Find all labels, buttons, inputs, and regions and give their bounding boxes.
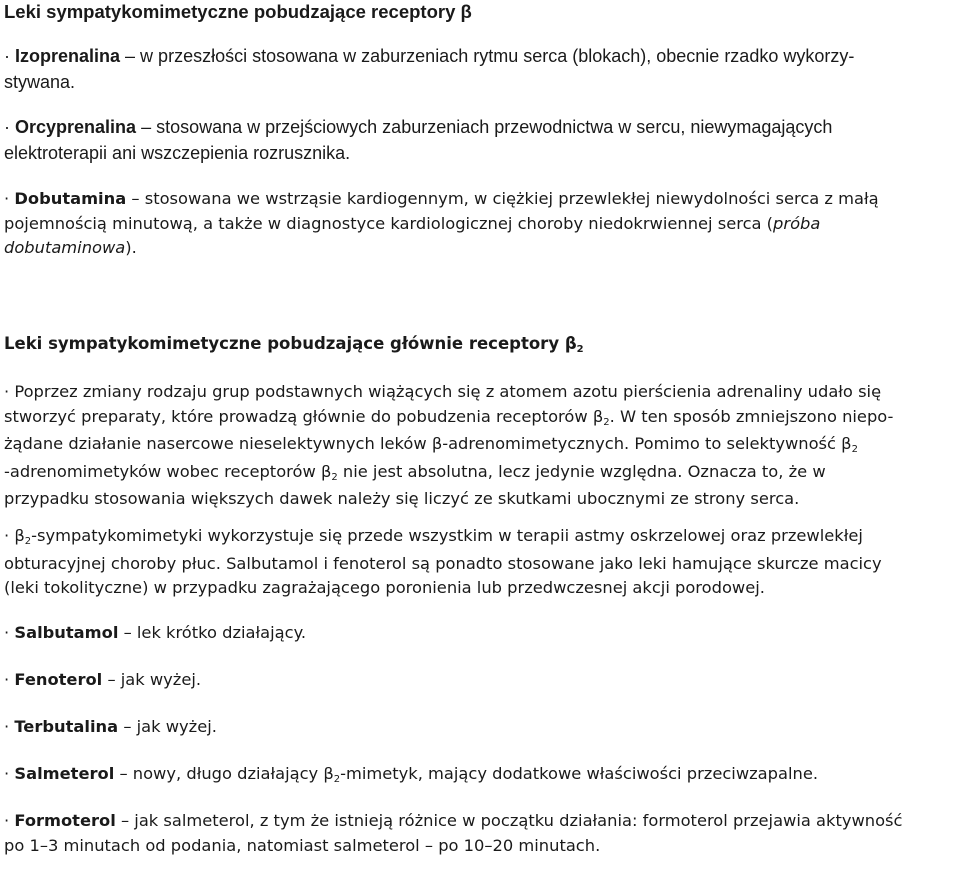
paragraph-fenoterol: · Fenoterol – jak wyżej. [4,670,202,689]
text-line: – w przeszłości stosowana w zaburzeniach rytmu serca (blokach), obecnie rzadko wykorzy- [120,46,855,66]
subscript: 2 [576,344,584,355]
section-heading-beta: Leki sympatykomimetyczne pobudzające receptory β [4,1,472,22]
paragraph-salbutamol: · Salbutamol – lek krótko działający. [4,623,307,642]
text-line: stywana. [4,72,76,92]
italic-term: próba [773,213,821,233]
drug-name-dobutamina: Dobutamina [14,189,127,208]
drug-name-formoterol: Formoterol [14,811,116,830]
text-line: po 1–3 minutach od podania, natomiast salmeterol – po 10–20 minutach. [4,835,601,855]
text-line: – stosowana we wstrząsie kardiogennym, w ciężkiej przewlekłej niewydolności serca z małą [126,189,879,208]
bullet: · [4,46,10,66]
drug-name-terbutalina: Terbutalina [14,717,119,736]
text-line: przypadku stosowania większych dawek należy się liczyć ze skutkami ubocznymi ze strony serca. [4,489,800,508]
text-line: · β [4,526,25,545]
bullet: · [4,189,10,208]
text-line: – stosowana w przejściowych zaburzeniach przewodnictwa w sercu, niewymagających [136,117,833,137]
text-line: · Poprzez zmiany rodzaju grup podstawnych wiążących się z atomem azotu pierścienia adrenaliny udało się [4,382,882,401]
bullet: · [4,717,15,736]
drug-name-orcyprenalina: Orcyprenalina [15,117,137,137]
subscript: 2 [24,536,32,547]
paragraph-dobutamina [4,187,950,261]
paragraph-formoterol: · Formoterol – jak salmeterol, z tym że istnieją różnice w początku działania: formoterol przejawia aktywność po 1–3 minutach od podania, natomiast salmeterol – po 10–20 minutach. [4,811,903,855]
text-line: -adrenomimetyków wobec receptorów β [4,461,332,481]
paragraph-beta2-selectivity: · Poprzez zmiany rodzaju grup podstawnych wiążących się z atomem azotu pierścienia adrenaliny udało się stworzyć preparaty, które prowadzą głównie do pobudzenia receptorów $\beta_2$. W ten sposób zmniejszono niepo- żądane działanie nasercowe nieselektywnych leków β-adrenomimetycznych. Pomimo to selektywność $\beta_2$ -adrenomimetyków wobec receptorów $\beta_2$ nie jest absolutna, lecz jedynie względna. Oznacza to, że w przypadku stosowania większych dawek należy się liczyć ze skutkami ubocznymi ze strony serca. [4,382,894,508]
text-line: elektroterapii ani wszczepienia rozrusznika. [4,143,351,163]
paragraph-orcyprenalina [4,114,950,166]
section-heading-beta2: Leki sympatykomimetyczne pobudzające głównie receptory $\beta_2$ [4,334,584,355]
subscript: 2 [331,471,338,483]
paragraph-beta2-therapy: · $\beta_2$-sympatykomimetyki wykorzystuje się przede wszystkim w terapii astmy oskrzelowej oraz przewlekłej obturacyjnej choroby płuc. Salbutamol i fenoterol są ponadto stosowane jako leki hamujące skurcze macicy (leki tokolityczne) w przypadku zagrażającego poronienia lub przedwczesnej akcji porodowej. [4,526,882,597]
drug-name-fenoterol: Fenoterol [14,670,103,689]
bullet: · [4,811,15,830]
drug-name-izoprenalina: Izoprenalina [15,46,121,66]
bullet: · [4,670,15,689]
bullet: · [4,117,10,137]
text-line: ). [125,238,137,257]
text-line: obturacyjnej choroby płuc. Salbutamol i fenoterol są ponadto stosowane jako leki hamujące skurcze macicy [4,553,882,573]
subscript: 2 [851,444,858,455]
subscript: 2 [333,774,341,785]
text-line: żądane działanie nasercowe nieselektywnych leków β-adrenomimetycznych. Pomimo to selektywność β [4,434,852,453]
text-line: (leki tokolityczne) w przypadku zagrażającego poronienia lub przedwczesnej akcji porodowej. [4,578,765,597]
paragraph-terbutalina: · Terbutalina – jak wyżej. [4,717,217,736]
bullet: · [4,623,15,642]
italic-term: dobutaminowa [4,238,126,257]
bullet: · [4,764,15,783]
paragraph-izoprenalina [4,43,950,95]
subscript: 2 [603,416,610,428]
text-line: pojemnością minutową, a także w diagnostyce kardiologicznej choroby niedokrwiennej serca ( [4,213,774,233]
drug-name-salmeterol: Salmeterol [14,764,115,783]
paragraph-salmeterol: · Salmeterol – nowy, długo działający $\beta_2$-mimetyk, mający dodatkowe właściwości przeciwzapalne. [4,764,819,785]
text-line: stworzyć preparaty, które prowadzą głównie do pobudzenia receptorów β [4,406,604,426]
drug-name-salbutamol: Salbutamol [14,623,119,642]
